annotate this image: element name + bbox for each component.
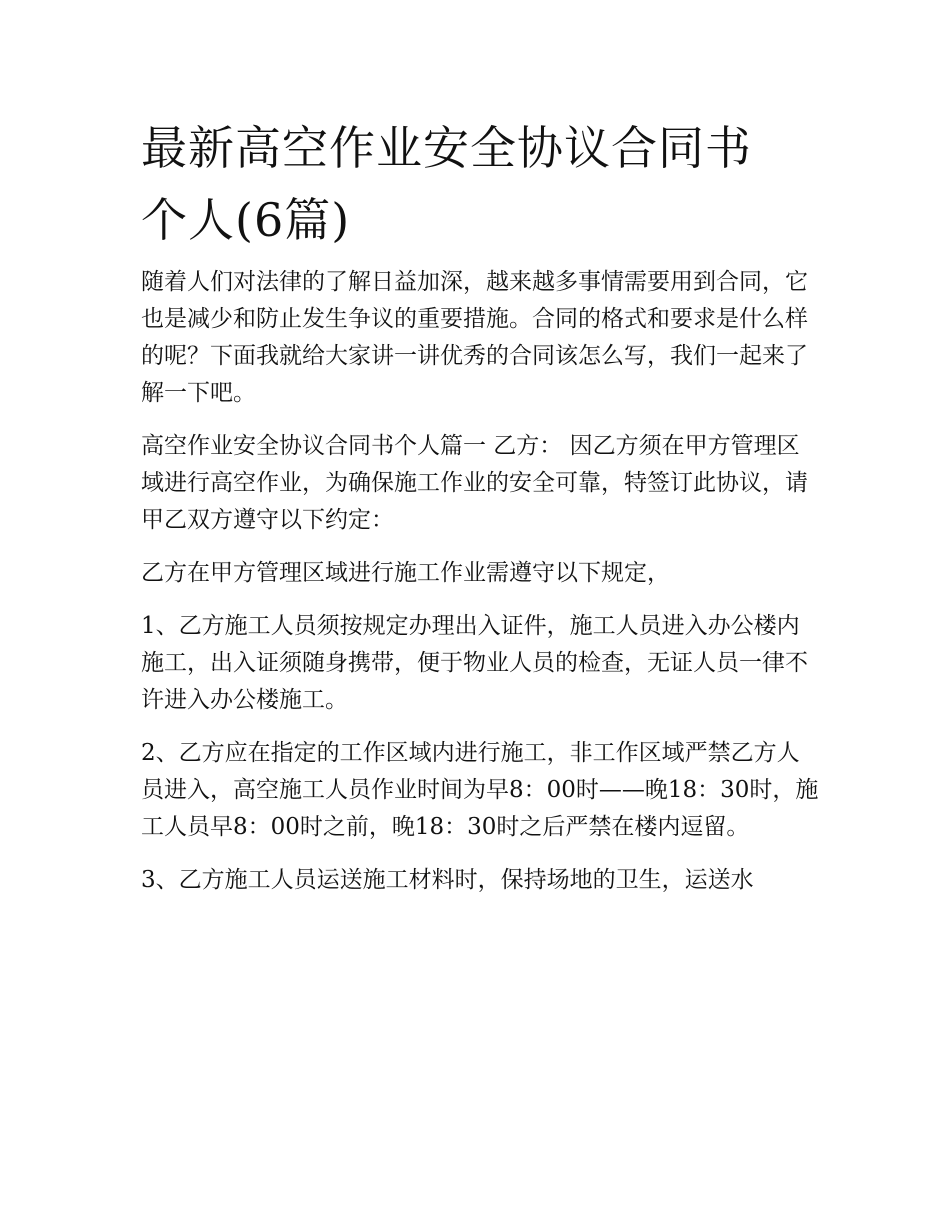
- title-line-2: 个人(6篇): [141, 193, 351, 247]
- rule-2-paragraph: 2、乙方应在指定的工作区域内进行施工，非工作区域严禁乙方人员进入，高空施工人员作业时间为早8：00时——晚18：30时，施工人员早8：00时之前，晚18：30时之后严禁在楼内逗留。: [141, 740, 819, 840]
- agreement-preamble-paragraph: 高空作业安全协议合同书个人篇一 乙方： 因乙方须在甲方管理区域进行高空作业，为确保施工作业的安全可靠，特签订此协议，请甲乙双方遵守以下约定：: [141, 433, 808, 533]
- intro-paragraph: 随着人们对法律的了解日益加深，越来越多事情需要用到合同，它也是减少和防止发生争议的重要措施。合同的格式和要求是什么样的呢？下面我就给大家讲一讲优秀的合同该怎么写，我们一起来了解一下吧。: [141, 269, 808, 406]
- document-title: [141, 112, 821, 256]
- rule-1-paragraph: 1、乙方施工人员须按规定办理出入证件，施工人员进入办公楼内施工，出入证须随身携带，便于物业人员的检查，无证人员一律不许进入办公楼施工。: [141, 613, 808, 713]
- title-line-1: 最新高空作业安全协议合同书: [141, 121, 752, 175]
- document-page: [141, 112, 821, 899]
- rules-intro-paragraph: 乙方在甲方管理区域进行施工作业需遵守以下规定，: [141, 560, 670, 586]
- rule-3-paragraph: 3、乙方施工人员运送施工材料时，保持场地的卫生，运送水: [141, 867, 754, 893]
